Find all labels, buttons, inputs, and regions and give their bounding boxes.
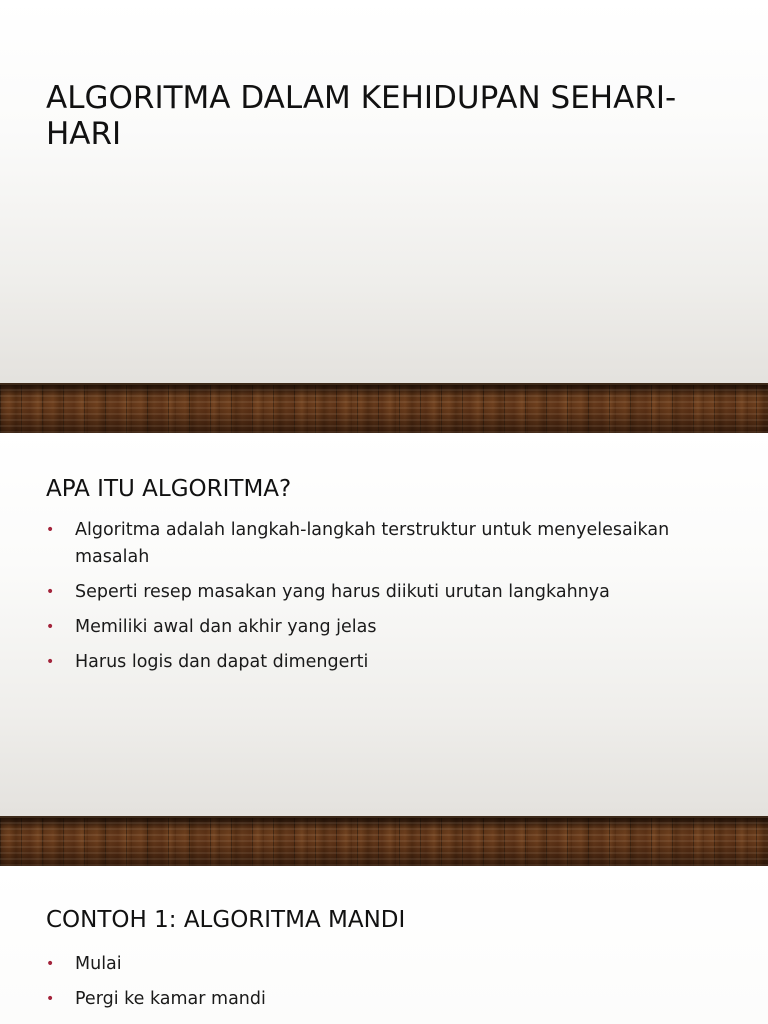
- list-item: [46, 517, 706, 571]
- list-item-text: Algoritma adalah langkah-langkah terstruktur untuk menyelesaikan masalah: [75, 520, 670, 567]
- list-item: [46, 951, 706, 978]
- list-item-text: Harus logis dan dapat dimengerti: [75, 652, 369, 672]
- list-item: [46, 579, 706, 606]
- wood-floor-decoration: [0, 816, 768, 866]
- list-item-text: Pergi ke kamar mandi: [75, 989, 266, 1009]
- bullet-icon: •: [46, 956, 55, 972]
- list-item: [46, 986, 706, 1013]
- slide-heading: CONTOH 1: ALGORITMA MANDI: [46, 907, 406, 933]
- bullet-icon: •: [46, 619, 55, 635]
- slide-what-is-algorithm: [0, 433, 768, 866]
- bullet-icon: •: [46, 991, 55, 1007]
- list-item: [46, 649, 706, 676]
- slide-title-text: ALGORITMA DALAM KEHIDUPAN SEHARI-HARI: [46, 80, 677, 152]
- slide-example-bathing: [0, 866, 768, 1024]
- wood-floor-decoration: [0, 383, 768, 433]
- slide-heading: APA ITU ALGORITMA?: [46, 476, 292, 502]
- slide-title: [0, 0, 768, 433]
- list-item-text: Seperti resep masakan yang harus diikuti urutan langkahnya: [75, 582, 610, 602]
- bullet-icon: •: [46, 654, 55, 670]
- list-item: [46, 614, 706, 641]
- bullet-list: [46, 951, 706, 1021]
- bullet-list: [46, 517, 706, 684]
- list-item-text: Memiliki awal dan akhir yang jelas: [75, 617, 377, 637]
- list-item-text: Mulai: [75, 954, 122, 974]
- bullet-icon: •: [46, 522, 55, 538]
- bullet-icon: •: [46, 584, 55, 600]
